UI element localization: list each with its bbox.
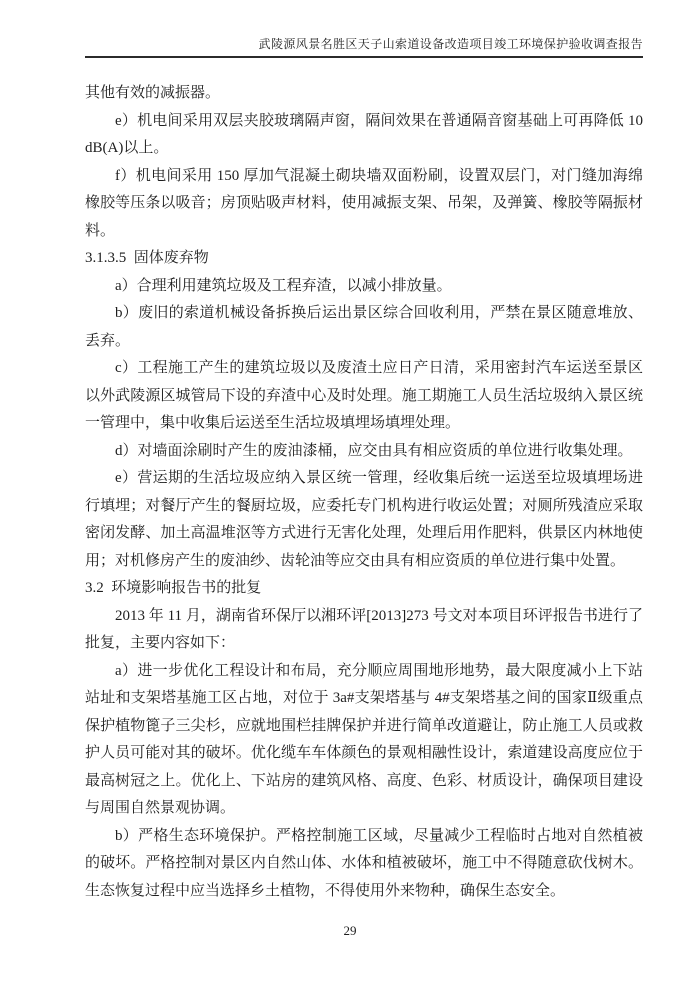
page-footer [0,922,700,940]
paragraph-item-e-noise: e）机电间采用双层夹胶玻璃隔声窗，隔间效果在普通隔音窗基础上可再降低 10 dB(A)以上。 [85,112,643,156]
page-number: 29 [343,923,357,938]
paragraph-approval-a: a）进一步优化工程设计和布局，充分顺应周围地形地势，最大限度减小上下站站址和支架塔基施工区占地，对位于 3a#支架塔基与 4#支架塔基之间的国家Ⅱ级重点保护植物篦子三尖杉，应就地围栏挂牌保护并进行简单改道避让，防止施工人员或救护人员可能对其的破坏。优化缆车车体颜色的景观相融性设计，索道建设高度应位于最高树冠之上。优化上、下站房的建筑风格、高度、色彩、材质设计，确保项目建设与周围自然景观协调。 [85,662,643,816]
header-rule [85,56,643,58]
paragraph-continuation: 其他有效的减振器。 [85,85,221,101]
paragraph-item-d: d）对墙面涂刷时产生的废油漆桶，应交由具有相应资质的单位进行收集处理。 [115,442,633,459]
paragraph-item-c: c）工程施工产生的建筑垃圾以及废渣土应日产日清，采用密封汽车运送至景区以外武陵源区城管局下设的弃渣中心及时处理。施工期施工人员生活垃圾纳入景区统一管理中，集中收集后运送至生活垃圾填埋场填埋处理。 [85,360,643,431]
paragraph-item-f-noise: f）机电间采用 150 厚加气混凝土砌块墙双面粉刷，设置双层门，对门缝加海绵橡胶等压条以吸音；房顶贴吸声材料，使用减振支架、吊架，及弹簧、橡胶等隔振材料。 [85,167,643,239]
section-heading-solid-waste: 3.1.3.5 固体废弃物 [85,250,209,266]
section-heading-eia-approval: 3.2 环境影响报告书的批复 [85,580,262,596]
paragraph-item-e-waste: e）营运期的生活垃圾应纳入景区统一管理，经收集后统一运送至垃圾填埋场进行填埋；对餐厅产生的餐厨垃圾，应委托专门机构进行收运处置；对厕所残渣应采取密闭发酵、加土高温堆沤等方式进行无害化处理，处理后用作肥料，供景区内林地使用；对机修房产生的废油纱、齿轮油等应交由具有相应资质的单位进行集中处置。 [85,470,643,569]
page-header [85,37,643,58]
paragraph-approval-intro: 2013 年 11 月，湖南省环保厅以湘环评[2013]273 号文对本项目环评报告书进行了批复，主要内容如下： [85,607,643,651]
paragraph-item-b: b）废旧的索道机械设备拆换后运出景区综合回收利用，严禁在景区随意堆放、丢弃。 [85,305,643,349]
document-body [85,80,643,905]
paragraph-approval-b: b）严格生态环境保护。严格控制施工区域，尽量减少工程临时占地对自然植被的破坏。严格控制对景区内自然山体、水体和植被破坏，施工中不得随意砍伐树木。生态恢复过程中应当选择乡土植物，不得使用外来物种，确保生态安全。 [85,827,643,899]
running-header-title: 武陵源风景名胜区天子山索道设备改造项目竣工环境保护验收调查报告 [258,37,643,51]
paragraph-item-a: a）合理利用建筑垃圾及工程弃渣，以减小排放量。 [115,277,452,294]
